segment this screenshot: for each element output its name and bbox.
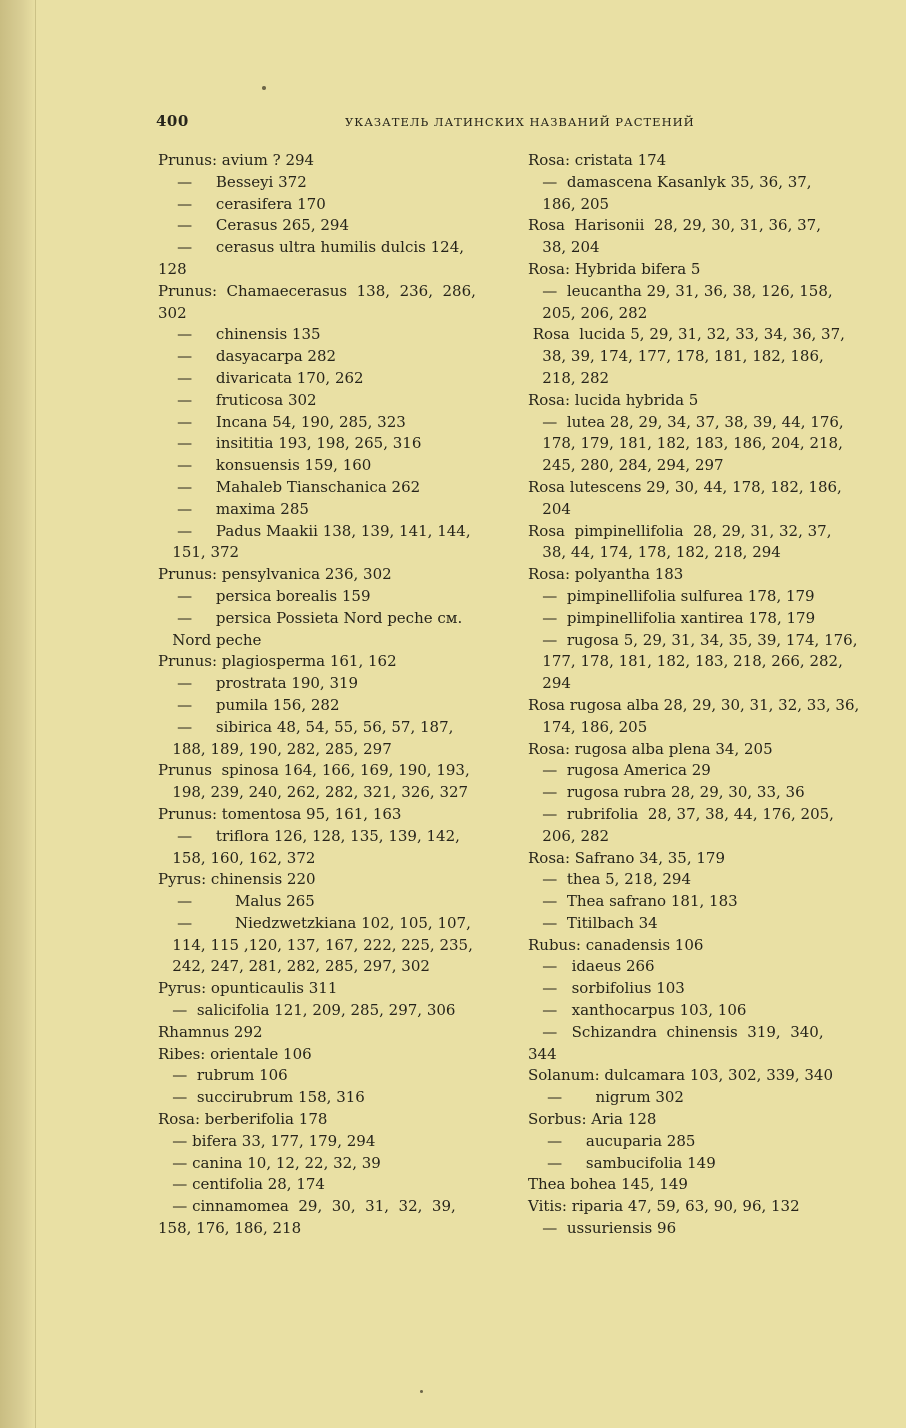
index-line: 242, 247, 281, 282, 285, 297, 302 xyxy=(158,957,430,976)
index-line: Vitis: riparia 47, 59, 63, 90, 96, 132 xyxy=(528,1197,800,1216)
index-line: 205, 206, 282 xyxy=(528,303,648,322)
index-line: — cerasifera 170 xyxy=(158,194,326,213)
index-line: 302 xyxy=(158,303,187,322)
index-line: — lutea 28, 29, 34, 37, 38, 39, 44, 176, xyxy=(528,412,844,431)
index-line: — fruticosa 302 xyxy=(158,390,317,409)
index-line: Rosa: Safrano 34, 35, 179 xyxy=(528,848,726,867)
index-line: Rosa: cristata 174 xyxy=(528,151,667,169)
index-line: 204 xyxy=(528,499,571,518)
index-line: 344 xyxy=(528,1044,557,1063)
index-line: — pumila 156, 282 xyxy=(158,695,340,714)
index-line: — Besseyi 372 xyxy=(158,172,307,191)
index-line: — rugosa 5, 29, 31, 34, 35, 39, 174, 176, xyxy=(528,630,858,649)
index-line: Rosa lucida 5, 29, 31, 32, 33, 34, 36, 37, xyxy=(528,325,845,344)
index-line: — Malus 265 xyxy=(158,892,315,911)
index-line: Pyrus: opunticaulis 311 xyxy=(158,979,338,998)
index-line: Rosa Harisonii 28, 29, 30, 31, 36, 37, xyxy=(528,216,821,235)
index-line: — sambucifolia 149 xyxy=(528,1153,716,1172)
index-line: Rosa lutescens 29, 30, 44, 178, 182, 186, xyxy=(528,477,842,496)
index-line: Prunus: plagiosperma 161, 162 xyxy=(158,652,397,671)
index-line: Rosa: lucida hybrida 5 xyxy=(528,390,699,409)
index-line: — rugosa America 29 xyxy=(528,761,711,780)
index-line: Prunus: Chamaecerasus 138, 236, 286, xyxy=(158,281,476,300)
index-line: 245, 280, 284, 294, 297 xyxy=(528,456,724,475)
index-line: 174, 186, 205 xyxy=(528,717,648,736)
index-column-left xyxy=(158,150,508,1240)
index-line: — bifera 33, 177, 179, 294 xyxy=(158,1131,376,1150)
index-line: — ussuriensis 96 xyxy=(528,1219,677,1238)
print-speck xyxy=(262,86,266,90)
index-line: 151, 372 xyxy=(158,543,240,562)
index-line: Pyrus: chinensis 220 xyxy=(158,870,316,889)
index-line: — idaeus 266 xyxy=(528,957,655,976)
index-line: — cerasus ultra humilis dulcis 124, xyxy=(158,238,465,257)
index-line: 178, 179, 181, 182, 183, 186, 204, 218, xyxy=(528,434,843,453)
index-line: 186, 205 xyxy=(528,194,610,213)
index-line: Rosa: berberifolia 178 xyxy=(158,1110,328,1129)
index-line: Rhamnus 292 xyxy=(158,1022,263,1041)
index-line: — Schizandra chinensis 319, 340, xyxy=(528,1022,824,1041)
index-line: — Mahaleb Tianschanica 262 xyxy=(158,477,421,496)
print-speck xyxy=(420,1390,423,1393)
index-line: — triflora 126, 128, 135, 139, 142, xyxy=(158,826,460,845)
index-line: 38, 204 xyxy=(528,238,600,257)
index-line: — maxima 285 xyxy=(158,499,309,518)
index-line: — cinnamomea 29, 30, 31, 32, 39, xyxy=(158,1197,456,1216)
page-fold-line xyxy=(35,0,36,1428)
index-line: — Thea safrano 181, 183 xyxy=(528,892,738,911)
index-line: Prunus: avium ? 294 xyxy=(158,151,315,169)
index-line: — rugosa rubra 28, 29, 30, 33, 36 xyxy=(528,783,805,802)
index-line: 128 xyxy=(158,259,187,278)
index-line: Prunus spinosa 164, 166, 169, 190, 193, xyxy=(158,761,470,780)
index-line: 294 xyxy=(528,674,571,693)
index-line: — centifolia 28, 174 xyxy=(158,1175,325,1194)
index-line: — xanthocarpus 103, 106 xyxy=(528,1001,747,1020)
index-line: — persica borealis 159 xyxy=(158,586,371,605)
index-line: — Niedzwetzkiana 102, 105, 107, xyxy=(158,913,471,932)
index-line: — salicifolia 121, 209, 285, 297, 306 xyxy=(158,1001,456,1020)
index-line: 206, 282 xyxy=(528,826,610,845)
index-line: — rubrum 106 xyxy=(158,1066,288,1085)
index-line: Thea bohea 145, 149 xyxy=(528,1175,688,1194)
index-line: — konsuensis 159, 160 xyxy=(158,456,372,475)
index-line: — Cerasus 265, 294 xyxy=(158,216,350,235)
index-line: — Titilbach 34 xyxy=(528,913,658,932)
index-line: — dasyacarpa 282 xyxy=(158,347,337,366)
index-line: — chinensis 135 xyxy=(158,325,321,344)
index-line: Sorbus: Aria 128 xyxy=(528,1110,657,1129)
index-line: — pimpinellifolia sulfurea 178, 179 xyxy=(528,586,815,605)
index-line: — aucuparia 285 xyxy=(528,1131,696,1150)
index-line: 218, 282 xyxy=(528,368,610,387)
index-line: Rubus: canadensis 106 xyxy=(528,935,704,954)
index-line: Rosa: Hybrida bifera 5 xyxy=(528,259,701,278)
index-line: 158, 176, 186, 218 xyxy=(158,1219,302,1238)
index-line: 158, 160, 162, 372 xyxy=(158,848,316,867)
index-line: Rosa rugosa alba 28, 29, 30, 31, 32, 33, 36, xyxy=(528,695,860,714)
index-line: — persica Possieta Nord peche см. xyxy=(158,608,463,627)
index-line: — divaricata 170, 262 xyxy=(158,368,364,387)
index-line: Prunus: pensylvanica 236, 302 xyxy=(158,565,392,584)
index-line: 188, 189, 190, 282, 285, 297 xyxy=(158,739,392,758)
index-line: — insititia 193, 198, 265, 316 xyxy=(158,434,422,453)
index-line: — succirubrum 158, 316 xyxy=(158,1088,365,1107)
page-spine-shadow xyxy=(0,0,36,1428)
index-line: Solanum: dulcamara 103, 302, 339, 340 xyxy=(528,1066,833,1085)
index-line: — sibirica 48, 54, 55, 56, 57, 187, xyxy=(158,717,454,736)
index-line: — pimpinellifolia xantirea 178, 179 xyxy=(528,608,816,627)
index-line: 198, 239, 240, 262, 282, 321, 326, 327 xyxy=(158,783,469,802)
index-line: — canina 10, 12, 22, 32, 39 xyxy=(158,1153,381,1172)
index-line: — rubrifolia 28, 37, 38, 44, 176, 205, xyxy=(528,804,834,823)
index-line: Rosa pimpinellifolia 28, 29, 31, 32, 37, xyxy=(528,521,832,540)
index-line: — damascena Kasanlyk 35, 36, 37, xyxy=(528,172,812,191)
index-line: — sorbifolius 103 xyxy=(528,979,685,998)
index-line: Rosa: polyantha 183 xyxy=(528,565,684,584)
index-line: Prunus: tomentosa 95, 161, 163 xyxy=(158,804,402,823)
index-line: 177, 178, 181, 182, 183, 218, 266, 282, xyxy=(528,652,843,671)
index-line: Nord peche xyxy=(158,630,262,649)
page-number: 400 xyxy=(156,112,189,130)
index-line: — leucantha 29, 31, 36, 38, 126, 158, xyxy=(528,281,833,300)
index-column-right xyxy=(528,150,878,1240)
index-line: 38, 39, 174, 177, 178, 181, 182, 186, xyxy=(528,347,824,366)
index-line: — nigrum 302 xyxy=(528,1088,684,1107)
running-title: УКАЗАТЕЛЬ ЛАТИНСКИХ НАЗВАНИЙ РАСТЕНИЙ xyxy=(345,115,695,129)
index-line: — Incana 54, 190, 285, 323 xyxy=(158,412,406,431)
index-line: — thea 5, 218, 294 xyxy=(528,870,691,889)
index-line: Ribes: orientale 106 xyxy=(158,1044,312,1063)
index-line: — prostrata 190, 319 xyxy=(158,674,359,693)
index-line: — Padus Maakii 138, 139, 141, 144, xyxy=(158,521,471,540)
index-line: 114, 115 ,120, 137, 167, 222, 225, 235, xyxy=(158,935,473,954)
index-line: Rosa: rugosa alba plena 34, 205 xyxy=(528,739,773,758)
index-line: 38, 44, 174, 178, 182, 218, 294 xyxy=(528,543,781,562)
